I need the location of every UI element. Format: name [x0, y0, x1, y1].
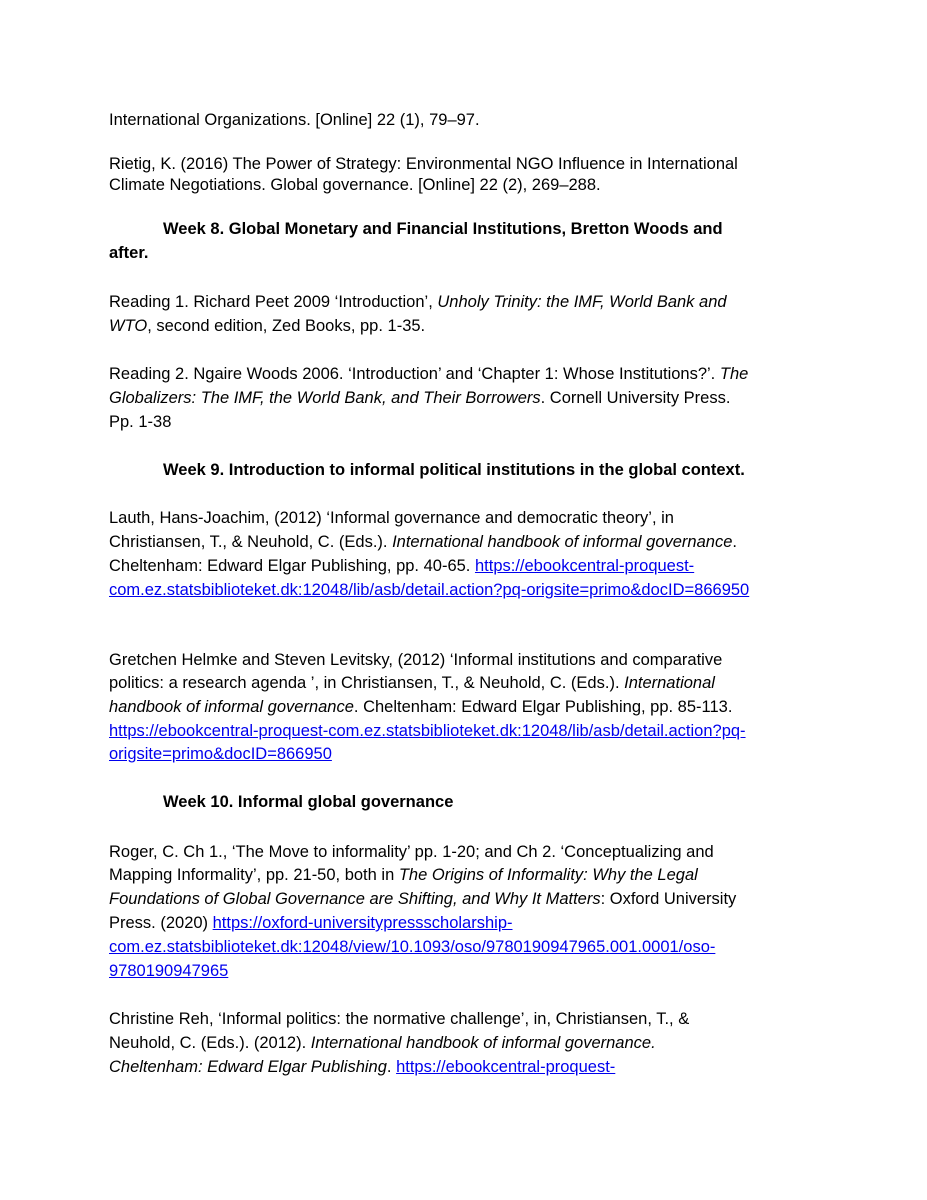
reference-text: Reading 2. Ngaire Woods 2006. ‘Introduction’ and ‘Chapter 1: Whose Institutions?’.: [109, 365, 720, 383]
reference-text: Gretchen Helmke and Steven Levitsky, (2012) ‘Informal institutions and comparative: [109, 651, 723, 669]
reference-roger-line-1: [109, 840, 714, 864]
reading-1-line-2: [109, 314, 425, 338]
book-title: International handbook of informal governance: [392, 533, 733, 551]
book-title: The Origins of Informality: Why the Legal: [398, 866, 698, 884]
book-title: The: [719, 365, 749, 383]
oxford-link[interactable]: https://oxford-universitypressscholarship-: [212, 914, 513, 932]
reading-2-line-1: [109, 362, 748, 386]
ebook-link[interactable]: com.ez.statsbiblioteket.dk:12048/lib/asb/detail.action?pq-origsite=primo&docID=866950: [109, 581, 750, 599]
week-9-heading: [163, 458, 745, 482]
reference-text: .: [732, 533, 737, 551]
oxford-link[interactable]: com.ez.statsbiblioteket.dk:12048/view/10.1093/oso/9780190947965.001.0001/oso-: [109, 938, 716, 956]
ebook-link[interactable]: origsite=primo&docID=866950: [109, 745, 332, 763]
book-title: handbook of informal governance: [109, 698, 354, 716]
reference-text: International Organizations. [Online] 22 (1), 79–97.: [109, 111, 480, 129]
week-8-heading-line-1: [163, 217, 723, 241]
reference-reh-line-3: [109, 1055, 615, 1079]
ebook-link[interactable]: https://ebookcentral-proquest-com.ez.statsbiblioteket.dk:12048/lib/asb/detail.action?pq-: [109, 722, 746, 740]
reference-roger-line-6: [109, 959, 228, 983]
reference-text: , second edition, Zed Books, pp. 1-35.: [147, 317, 426, 335]
reference-reh-line-1: [109, 1007, 689, 1031]
week-8-heading-line-2: [109, 241, 148, 265]
reference-roger-line-3: [109, 887, 736, 911]
reading-1-line-1: [109, 290, 727, 314]
reference-text: Pp. 1-38: [109, 413, 172, 431]
reference-text: politics: a research agenda ’, in Christiansen, T., & Neuhold, C. (Eds.).: [109, 674, 625, 692]
reference-rietig-line-2: [109, 173, 601, 197]
book-title: International handbook of informal governance.: [310, 1034, 656, 1052]
reference-lauth-line-1: [109, 506, 674, 530]
book-title: International: [624, 674, 715, 692]
reference-helmke-line-5: [109, 742, 332, 766]
reference-text: Christine Reh, ‘Informal politics: the normative challenge’, in, Christiansen, T., &: [109, 1010, 690, 1028]
book-title: Globalizers: The IMF, the World Bank, and Their Borrowers: [109, 389, 541, 407]
reading-2-line-2: [109, 386, 730, 410]
reference-helmke-line-4: [109, 719, 746, 743]
reference-helmke-line-2: [109, 671, 715, 695]
reference-continuation: [109, 108, 480, 132]
reference-text: Cheltenham: Edward Elgar Publishing, pp. 40-65.: [109, 557, 475, 575]
book-title: WTO: [109, 317, 148, 335]
book-title: Foundations of Global Governance are Shifting, and Why It Matters: [109, 890, 601, 908]
reference-text: Rietig, K. (2016) The Power of Strategy: Environmental NGO Influence in International: [109, 155, 738, 173]
reference-text: : Oxford University: [600, 890, 737, 908]
reference-text: . Cheltenham: Edward Elgar Publishing, pp. 85-113.: [353, 698, 733, 716]
reading-2-line-3: [109, 410, 171, 434]
reference-text: Mapping Informality’, pp. 21-50, both in: [109, 866, 399, 884]
reference-lauth-line-2: [109, 530, 737, 554]
week-10-heading: [163, 790, 453, 814]
reference-roger-line-2: [109, 863, 698, 887]
reference-text: Christiansen, T., & Neuhold, C. (Eds.).: [109, 533, 393, 551]
section-heading: Week 8. Global Monetary and Financial Institutions, Bretton Woods and: [163, 220, 723, 238]
reference-roger-line-5: [109, 935, 715, 959]
reference-text: Press. (2020): [109, 914, 213, 932]
book-title: Cheltenham: Edward Elgar Publishing: [109, 1058, 387, 1076]
reference-helmke-line-3: [109, 695, 732, 719]
section-heading: after.: [109, 244, 149, 262]
reference-text: Reading 1. Richard Peet 2009 ‘Introduction’,: [109, 293, 438, 311]
reference-text: . Cornell University Press.: [540, 389, 731, 407]
reference-lauth-line-3: [109, 554, 694, 578]
reference-reh-line-2: [109, 1031, 656, 1055]
reference-helmke-line-1: [109, 648, 722, 672]
section-heading: Week 9. Introduction to informal political institutions in the global context.: [163, 461, 745, 479]
reference-text: Lauth, Hans-Joachim, (2012) ‘Informal governance and democratic theory’, in: [109, 509, 674, 527]
book-title: Unholy Trinity: the IMF, World Bank and: [437, 293, 727, 311]
reference-text: .: [386, 1058, 397, 1076]
reference-text: Neuhold, C. (Eds.). (2012).: [109, 1034, 311, 1052]
reference-text: Climate Negotiations. Global governance. [Online] 22 (2), 269–288.: [109, 176, 601, 194]
ebook-link[interactable]: https://ebookcentral-proquest-: [396, 1058, 616, 1076]
ebook-link[interactable]: https://ebookcentral-proquest-: [474, 557, 695, 575]
section-heading: Week 10. Informal global governance: [163, 793, 454, 811]
oxford-link[interactable]: 9780190947965: [109, 962, 229, 980]
reference-lauth-line-4: [109, 578, 749, 602]
reference-text: Roger, C. Ch 1., ‘The Move to informality’ pp. 1-20; and Ch 2. ‘Conceptualizing and: [109, 843, 714, 861]
reference-roger-line-4: [109, 911, 513, 935]
